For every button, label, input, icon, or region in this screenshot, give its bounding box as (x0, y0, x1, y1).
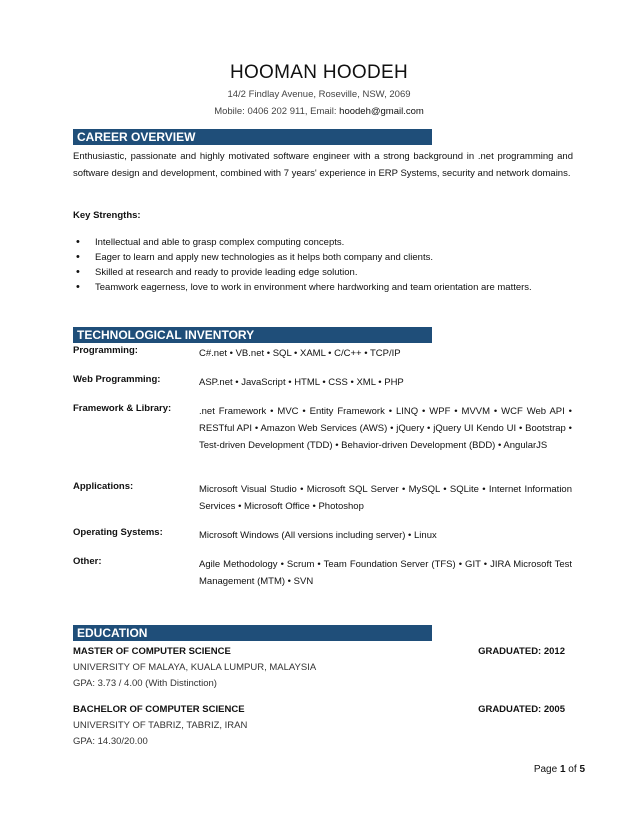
list-item: • Teamwork eagerness, love to work in environment where hardworking and team orientation are matters. (73, 280, 578, 295)
mobile-label: Mobile: 0406 202 911, Email: (214, 106, 340, 117)
email-address: hoodeh@gmail.com (339, 106, 424, 117)
degree-title: BACHELOR OF COMPUTER SCIENCE GRADUATED: 2005 (73, 702, 565, 718)
tech-inventory-heading: TECHNOLOGICAL INVENTORY (73, 327, 432, 343)
education-heading: EDUCATION (73, 625, 432, 641)
education-item-master (73, 644, 565, 692)
tech-label: Web Programming: (73, 374, 161, 385)
tech-label: Programming: (73, 345, 138, 356)
graduation-year: GRADUATED: 2005 (478, 704, 565, 715)
career-overview-heading: CAREER OVERVIEW (73, 129, 432, 145)
gpa: GPA: 3.73 / 4.00 (With Distinction) (73, 678, 217, 689)
tech-value: C#.net • VB.net • SQL • XAML • C/C++ • TCP/IP (199, 348, 401, 359)
graduation-year: GRADUATED: 2012 (478, 646, 565, 657)
list-item: • Eager to learn and apply new technologies as it helps both company and clients. (73, 250, 578, 265)
career-summary: Enthusiastic, passionate and highly motivated software engineer with a strong background in .net programming and software design and development, combined with 7 years' experience in ERP Systems, security and network domains. (73, 151, 573, 179)
list-item: • Skilled at research and ready to provide leading edge solution. (73, 265, 578, 280)
key-strengths-list (73, 235, 578, 295)
degree-title: MASTER OF COMPUTER SCIENCE GRADUATED: 2012 (73, 644, 565, 660)
education-item-bachelor (73, 702, 565, 750)
tech-label: Framework & Library: (73, 403, 172, 414)
tech-label: Applications: (73, 481, 134, 492)
key-strengths-heading: Key Strengths: (73, 210, 141, 221)
address: 14/2 Findlay Avenue, Roseville, NSW, 2069 (227, 89, 411, 100)
tech-label: Other: (73, 556, 102, 567)
school-name: UNIVERSITY OF MALAYA, KUALA LUMPUR, MALAYSIA (73, 662, 317, 673)
list-item: • Intellectual and able to grasp complex computing concepts. (73, 235, 578, 250)
tech-value: Microsoft Windows (All versions including server) • Linux (199, 530, 437, 541)
gpa: GPA: 14.30/20.00 (73, 736, 148, 747)
tech-label: Operating Systems: (73, 527, 163, 538)
page-number: Page 1 of 5 (533, 764, 585, 775)
tech-value: Microsoft Visual Studio • Microsoft SQL Server • MySQL • SQLite • Internet Information Services • Microsoft Office • Photoshop (199, 484, 572, 512)
candidate-name: HOOMAN HOODEH (229, 62, 409, 83)
tech-value: ASP.net • JavaScript • HTML • CSS • XML • PHP (199, 377, 404, 388)
tech-value: Agile Methodology • Scrum • Team Foundation Server (TFS) • GIT • JIRA Microsoft Test Management (MTM) • SVN (199, 559, 572, 587)
contact-line (0, 106, 638, 117)
tech-value: .net Framework • MVC • Entity Framework • LINQ • WPF • MVVM • WCF Web API • RESTful API • Amazon Web Services (AWS) • jQuery • jQuery UI Kendo UI • Bootstrap • Test-driven Development (TDD) • Behavior-driven Development (BDD) • AngularJS (199, 406, 572, 451)
school-name: UNIVERSITY OF TABRIZ, TABRIZ, IRAN (73, 720, 248, 731)
